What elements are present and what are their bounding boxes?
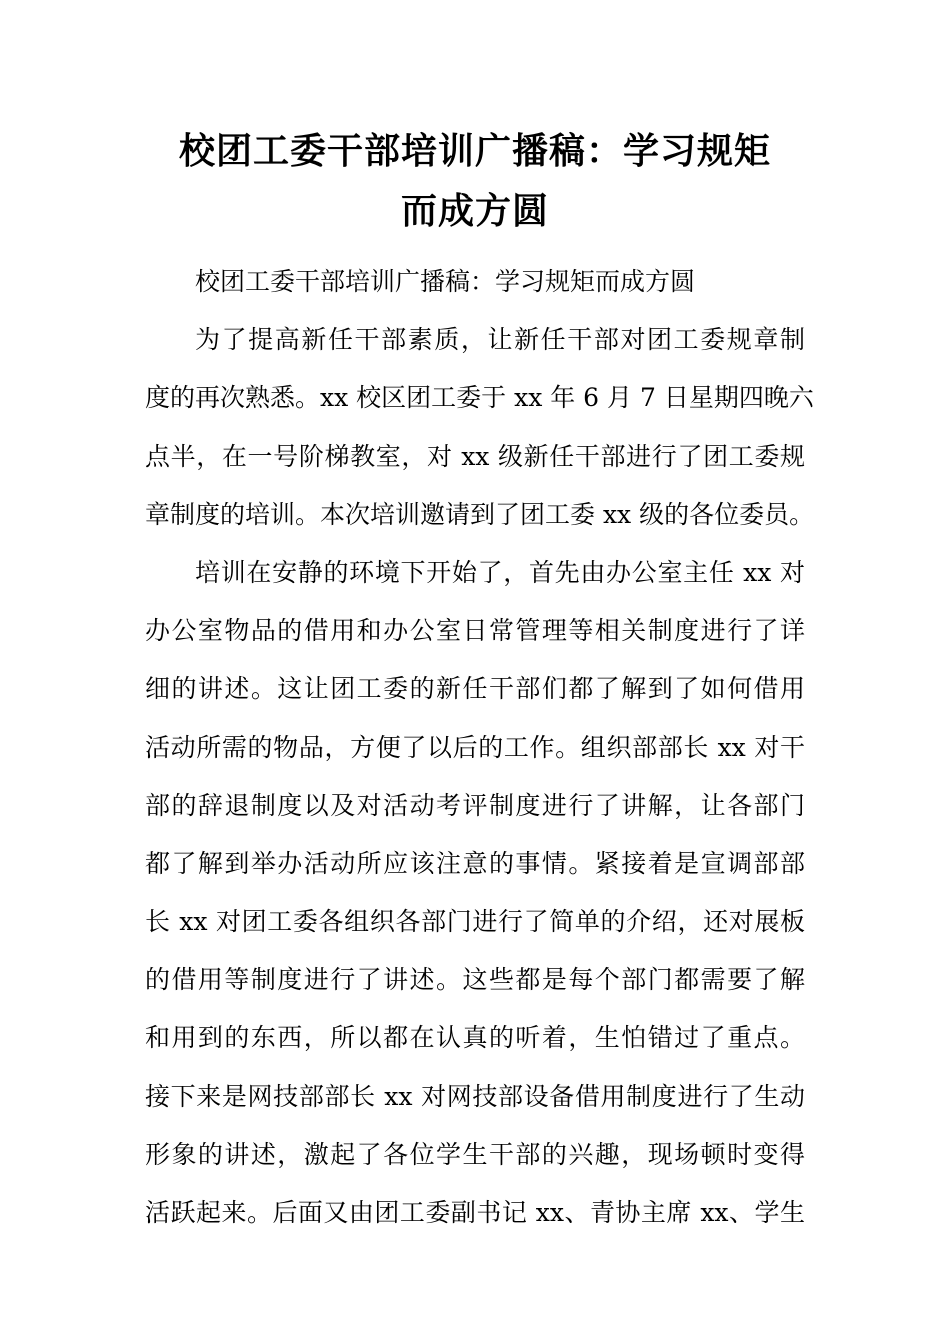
text-line: 培训在安静的环境下开始了，首先由办公室主任 xx 对 <box>195 557 805 587</box>
text-line: 度的再次熟悉。xx 校区团工委于 xx 年 6 月 7 日星期四晚六 <box>145 383 814 413</box>
title-line: 而成方圆 <box>400 191 549 232</box>
document-body <box>145 253 815 1242</box>
paragraph-subtitle <box>145 253 805 311</box>
text-line: 为了提高新任干部素质，让新任干部对团工委规章制 <box>195 325 805 355</box>
text-line: 校团工委干部培训广播稿：学习规矩而成方圆 <box>195 267 696 296</box>
text-line: 活动所需的物品，方便了以后的工作。组织部部长 xx 对干 <box>145 732 805 762</box>
paragraph-intro <box>145 311 815 544</box>
title-line: 校团工委干部培训广播稿：学习规矩 <box>178 131 771 172</box>
text-line: 办公室物品的借用和办公室日常管理等相关制度进行了详 <box>145 616 805 646</box>
text-line: 章制度的培训。本次培训邀请到了团工委 xx 级的各位委员。 <box>145 499 815 529</box>
text-line: 点半，在一号阶梯教室，对 xx 级新任干部进行了团工委规 <box>145 441 805 471</box>
text-line: 活跃起来。后面又由团工委副书记 xx、青协主席 xx、学生 <box>145 1198 805 1227</box>
text-line: 长 xx 对团工委各组织各部门进行了简单的介绍，还对展板 <box>145 907 805 937</box>
paragraph-training <box>145 544 805 1242</box>
text-line: 部的辞退制度以及对活动考评制度进行了讲解，让各部门 <box>145 790 805 820</box>
document-title <box>145 122 805 242</box>
text-line: 形象的讲述，激起了各位学生干部的兴趣，现场顿时变得 <box>145 1139 805 1169</box>
text-line: 和用到的东西，所以都在认真的听着，生怕错过了重点。 <box>145 1023 805 1053</box>
text-line: 接下来是网技部部长 xx 对网技部设备借用制度进行了生动 <box>145 1081 805 1111</box>
text-line: 的借用等制度进行了讲述。这些都是每个部门都需要了解 <box>145 965 805 995</box>
text-line: 都了解到举办活动所应该注意的事情。紧接着是宣调部部 <box>145 848 805 878</box>
text-line: 细的讲述。这让团工委的新任干部们都了解到了如何借用 <box>145 674 805 704</box>
